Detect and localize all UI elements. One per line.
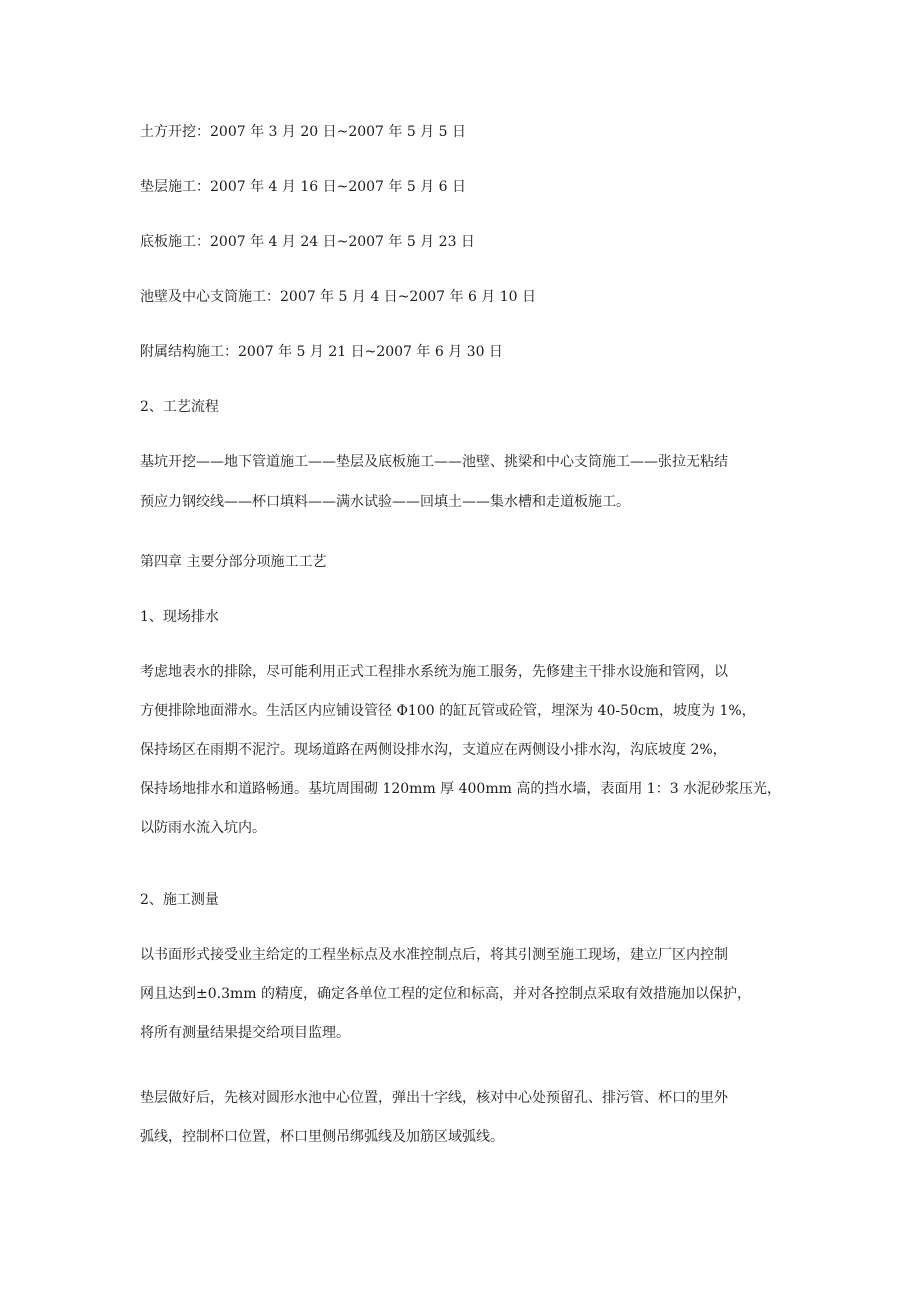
schedule-auxiliary: 附属结构施工：2007 年 5 月 21 日~2007 年 6 月 30 日 <box>140 344 503 360</box>
drainage-line: 以防雨水流入坑内。 <box>140 820 266 836</box>
drainage-line: 保持场区在雨期不泥泞。现场道路在两侧设排水沟，支道应在两侧设小排水沟，沟底坡度 2%， <box>140 742 727 758</box>
chapter-title: 第四章 主要分部分项施工工艺 <box>140 554 327 570</box>
schedule-cushion: 垫层施工：2007 年 4 月 16 日~2007 年 5 月 6 日 <box>140 179 467 195</box>
survey-line: 以书面形式接受业主给定的工程坐标点及水准控制点后，将其引测至施工现场，建立厂区内控制 <box>140 947 728 963</box>
schedule-pool-wall: 池壁及中心支筒施工：2007 年 5 月 4 日~2007 年 6 月 10 日 <box>140 289 537 305</box>
survey-paragraph-2 <box>140 1088 782 1147</box>
survey-heading: 2、施工测量 <box>140 892 219 908</box>
drainage-paragraph <box>140 662 782 838</box>
survey-line: 弧线，控制杯口位置，杯口里侧吊绑弧线及加筋区域弧线。 <box>140 1129 504 1145</box>
survey-line: 垫层做好后，先核对圆形水池中心位置，弹出十字线，核对中心处预留孔、排污管、杯口的里外 <box>140 1090 728 1106</box>
schedule-earthwork: 土方开挖：2007 年 3 月 20 日~2007 年 5 月 5 日 <box>140 124 467 140</box>
drainage-line: 考虑地表水的排除，尽可能利用正式工程排水系统为施工服务，先修建主干排水设施和管网，以 <box>140 664 728 680</box>
process-line: 预应力钢绞线——杯口填料——满水试验——回填土——集水槽和走道板施工。 <box>140 494 630 510</box>
survey-line: 网且达到±0.3mm 的精度，确定各单位工程的定位和标高，并对各控制点采取有效措施加以保护， <box>140 986 751 1002</box>
drainage-heading: 1、现场排水 <box>140 609 219 625</box>
process-line: 基坑开挖——地下管道施工——垫层及底板施工——池壁、挑梁和中心支筒施工——张拉无粘结 <box>140 454 728 470</box>
schedule-base-slab: 底板施工：2007 年 4 月 24 日~2007 年 5 月 23 日 <box>140 234 475 250</box>
survey-line: 将所有测量结果提交给项目监理。 <box>140 1025 350 1041</box>
drainage-line: 方便排除地面滞水。生活区内应铺设管径 Φ100 的缸瓦管或砼管，埋深为 40-50cm，坡度为 1%， <box>140 703 756 719</box>
process-heading: 2、工艺流程 <box>140 399 219 415</box>
drainage-line: 保持场地排水和道路畅通。基坑周围砌 120mm 厚 400mm 高的挡水墙，表面用 1：3 水泥砂浆压光， <box>140 781 782 797</box>
survey-paragraph-1 <box>140 945 782 1043</box>
process-paragraph <box>140 452 782 512</box>
